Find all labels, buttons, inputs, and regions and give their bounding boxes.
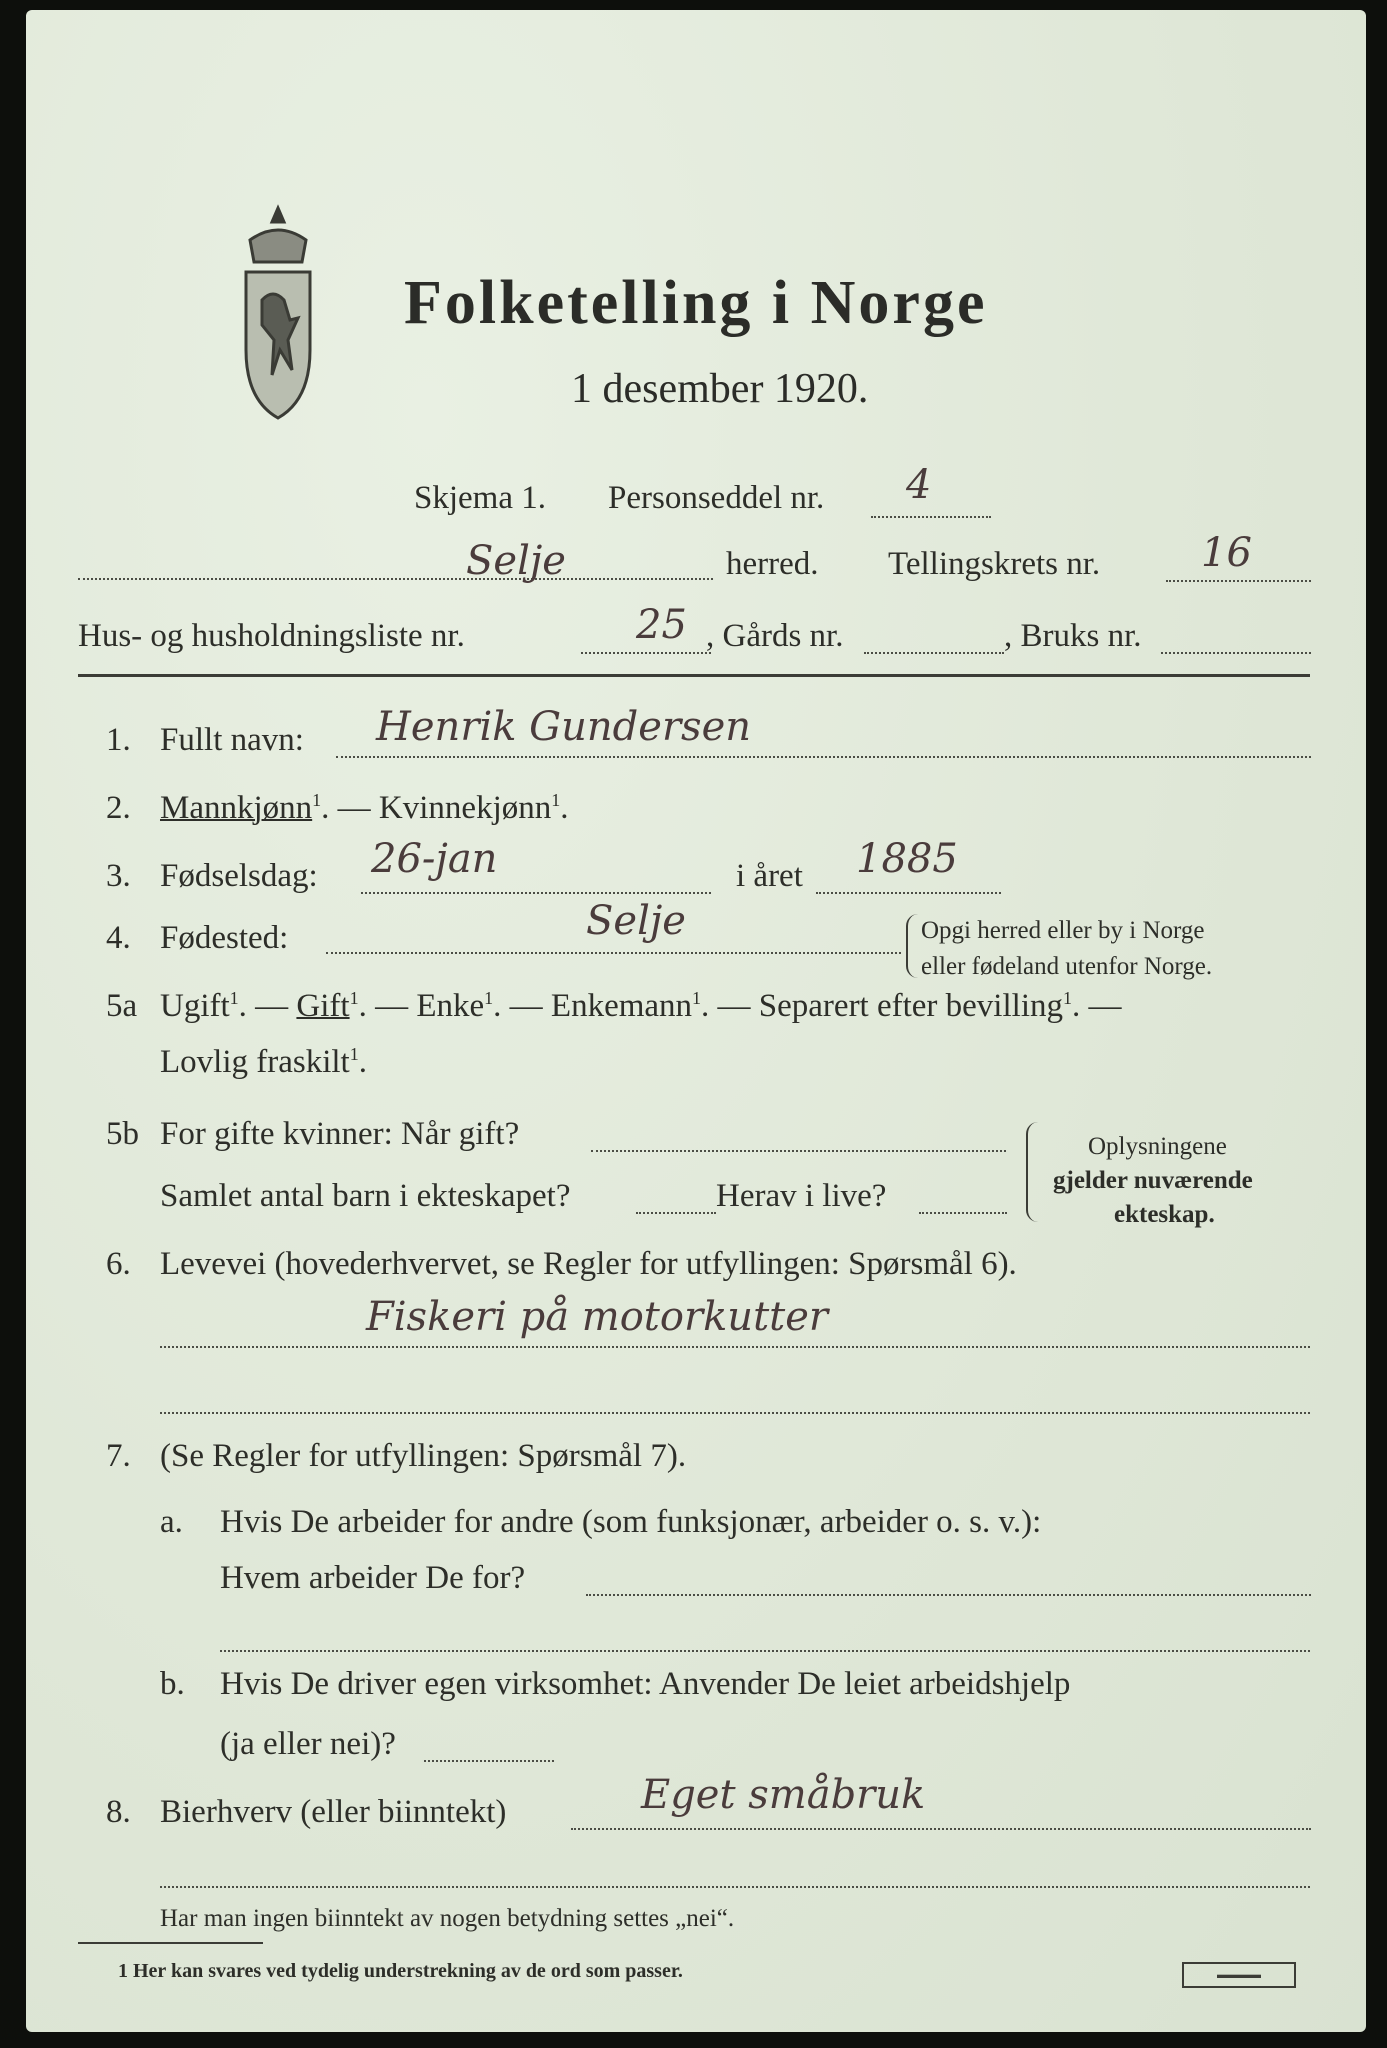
- q7a-employer-line-2: [220, 1650, 1310, 1652]
- printer-stamp-icon: ▬▬▬▬: [1182, 1962, 1296, 1988]
- header-divider: [78, 674, 1310, 677]
- hus-line: [581, 652, 711, 654]
- bruks-line: [1161, 652, 1311, 654]
- q5b-alive-label: Herav i live?: [716, 1178, 887, 1214]
- personseddel-line: [871, 516, 991, 518]
- herred-value[interactable]: Selje: [466, 538, 566, 584]
- q6-line-1: [160, 1346, 1310, 1348]
- q3-year[interactable]: 1885: [856, 836, 958, 882]
- q6-label: Levevei (hovederhvervet, se Regler for utfyllingen: Spørsmål 6).: [160, 1246, 1017, 1282]
- gards-line: [864, 652, 1004, 654]
- q4-birthplace[interactable]: Selje: [586, 898, 686, 944]
- q5b-line1: For gifte kvinner: Når gift?: [160, 1116, 520, 1152]
- q4-note-1: Opgi herred eller by i Norge: [921, 917, 1205, 944]
- tellingskrets-line: [1166, 580, 1311, 582]
- herred-label: herred.: [726, 546, 819, 582]
- q5a-ugift[interactable]: Ugift: [160, 988, 230, 1024]
- personseddel-label: Personseddel nr.: [608, 480, 825, 516]
- form-title: Folketelling i Norge: [404, 269, 988, 337]
- tellingskrets-value[interactable]: 16: [1201, 530, 1252, 576]
- q2-male[interactable]: Mannkjønn: [160, 790, 313, 826]
- q5b-number: 5b: [106, 1116, 139, 1152]
- q1-full-name[interactable]: Henrik Gundersen: [376, 704, 752, 750]
- q6-occupation[interactable]: Fiskeri på motorkutter: [366, 1294, 829, 1340]
- q8-number: 8.: [106, 1794, 131, 1830]
- q5b-note-2: gjelder nuværende: [1053, 1167, 1253, 1194]
- q5b-note-3: ekteskap.: [1114, 1201, 1215, 1228]
- q2-number: 2.: [106, 790, 131, 826]
- q6-number: 6.: [106, 1246, 131, 1282]
- q4-line: [326, 952, 901, 954]
- q7-label: (Se Regler for utfyllingen: Spørsmål 7).: [160, 1438, 687, 1474]
- q5b-married-line: [591, 1150, 1006, 1152]
- q5b-note-1: Oplysningene: [1088, 1133, 1227, 1160]
- q5a-marital-status[interactable]: Ugift$^1$. — Gift$^1$. — Enke$^1$. — Enkemann$^1$. — Separert efter bevilling$^1$. —: [160, 988, 1122, 1024]
- q5a-fraskilt[interactable]: Lovlig fraskilt: [160, 1044, 350, 1080]
- q7a-line2: Hvem arbeider De for?: [220, 1560, 526, 1596]
- q3-birthday[interactable]: 26-jan: [371, 836, 498, 882]
- q1-number: 1.: [106, 722, 131, 758]
- q3-line: [361, 892, 711, 894]
- q5a-enke[interactable]: Enke: [416, 988, 485, 1024]
- hus-label: Hus- og husholdningsliste nr.: [78, 618, 465, 654]
- q5a-enkemann[interactable]: Enkemann: [550, 988, 693, 1024]
- gards-label: , Gårds nr.: [706, 618, 844, 654]
- q3-year-label: i året: [736, 858, 803, 894]
- q3-label: Fødselsdag:: [160, 858, 318, 894]
- herred-line: [78, 578, 713, 580]
- q3-number: 3.: [106, 858, 131, 894]
- q5b-brace: [1026, 1122, 1040, 1222]
- q7-number: 7.: [106, 1438, 131, 1474]
- q5b-children-label: Samlet antal barn i ekteskapet?: [160, 1178, 571, 1214]
- personseddel-value[interactable]: 4: [906, 462, 932, 508]
- tellingskrets-label: Tellingskrets nr.: [888, 546, 1101, 582]
- census-date: 1 desember 1920.: [571, 366, 869, 412]
- footer-note: Har man ingen biinntekt av nogen betydning settes „nei“.: [160, 1905, 735, 1932]
- q7a-employer-line: [586, 1594, 1311, 1596]
- q2-sex[interactable]: Mannkjønn$^1$. — Kvinnekjønn$^1$.: [160, 790, 569, 826]
- bruks-label: , Bruks nr.: [1004, 618, 1142, 654]
- q4-brace: [906, 914, 918, 978]
- q7b-answer-line: [424, 1760, 554, 1762]
- q7b-number: b.: [160, 1666, 185, 1702]
- q4-number: 4.: [106, 920, 131, 956]
- skjema-label: Skjema 1.: [414, 480, 546, 516]
- footnote: 1 Her kan svares ved tydelig understrekning av de ord som passer.: [118, 1960, 683, 1982]
- q5a-separert[interactable]: Separert efter bevilling: [758, 988, 1063, 1024]
- q8-label: Bierhverv (eller biinntekt): [160, 1794, 507, 1830]
- q8-side-income[interactable]: Eget småbruk: [641, 1772, 926, 1818]
- q8-line-2: [160, 1886, 1310, 1888]
- q2-female[interactable]: Kvinnekjønn: [378, 790, 552, 826]
- q5b-alive-line: [919, 1212, 1007, 1214]
- q7b-line1: Hvis De driver egen virksomhet: Anvender De leiet arbeidshjelp: [220, 1666, 1071, 1702]
- q1-line: [336, 756, 1311, 758]
- q5a-gift[interactable]: Gift: [296, 988, 350, 1024]
- q7a-line1: Hvis De arbeider for andre (som funksjonær, arbeider o. s. v.):: [220, 1504, 1042, 1540]
- q5a-number: 5a: [106, 988, 138, 1024]
- census-form: [26, 10, 1366, 2032]
- q1-label: Fullt navn:: [160, 722, 304, 758]
- coat-of-arms-icon: [228, 200, 328, 425]
- footnote-divider: [78, 1942, 263, 1944]
- q7b-line2: (ja eller nei)?: [220, 1726, 396, 1762]
- q7a-number: a.: [160, 1504, 183, 1540]
- q6-line-2: [160, 1412, 1310, 1414]
- hus-value[interactable]: 25: [636, 602, 687, 648]
- q4-label: Fødested:: [160, 920, 289, 956]
- q8-line-1: [571, 1828, 1311, 1830]
- q3-year-line: [816, 892, 1001, 894]
- q4-note-2: eller fødeland utenfor Norge.: [921, 953, 1213, 980]
- q5a-fraskilt-row[interactable]: Lovlig fraskilt$^1$.: [160, 1044, 367, 1080]
- q5b-children-line: [636, 1212, 716, 1214]
